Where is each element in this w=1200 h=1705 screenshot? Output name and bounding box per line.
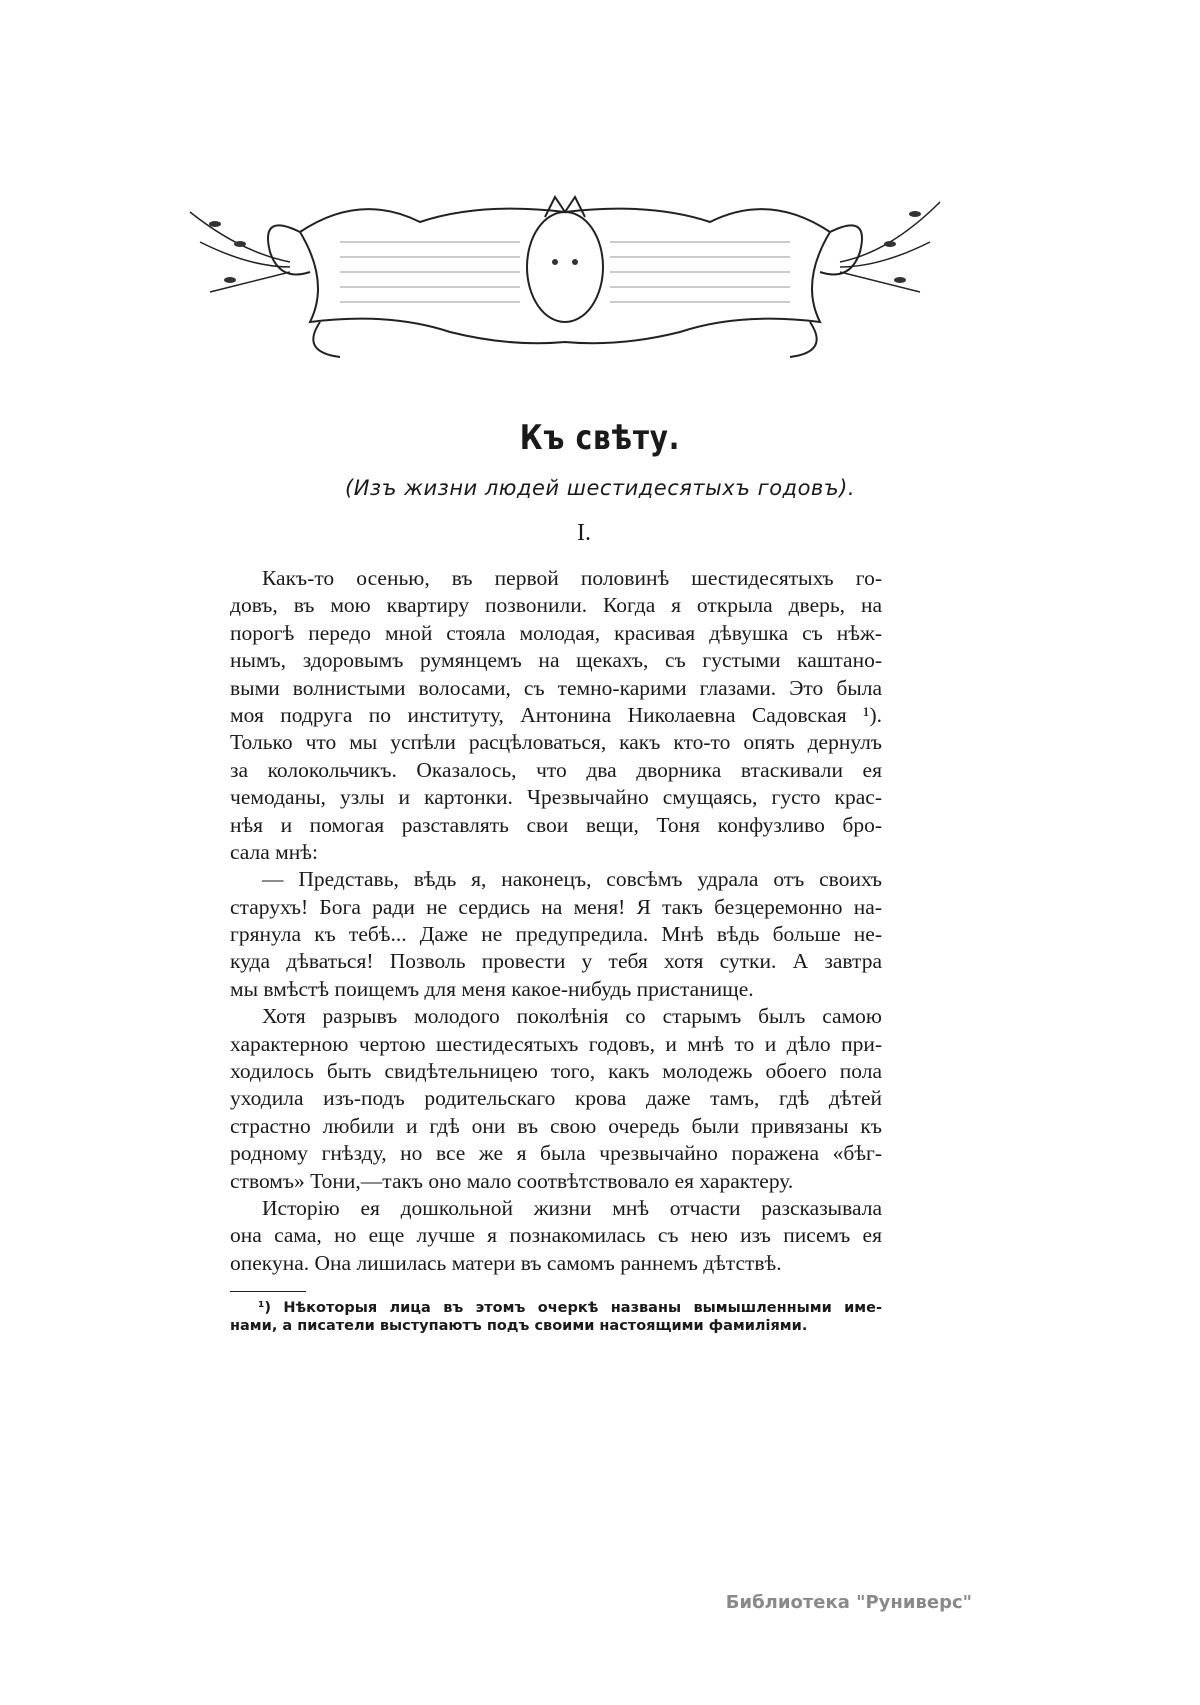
chapter-subtitle: (Изъ жизни людей шестидесятыхъ годовъ). bbox=[345, 476, 855, 500]
text-line: Хотя разрывъ молодого поколѣнія со старымъ былъ самою bbox=[262, 1004, 882, 1029]
text-line: за колокольчикъ. Оказалось, что два дворника втаскивали ея bbox=[230, 757, 882, 782]
text-line: грянула къ тебѣ... Даже не предупредила. Мнѣ вѣдь больше не- bbox=[230, 922, 882, 947]
body-text bbox=[230, 565, 882, 1277]
text-line: моя подруга по институту, Антонина Николаевна Садовская ¹). bbox=[230, 702, 882, 727]
text-line: чемоданы, узлы и картонки. Чрезвычайно смущаясь, густо крас- bbox=[230, 785, 882, 810]
text-line: Какъ-то осенью, въ первой половинѣ шестидесятыхъ го- bbox=[262, 566, 882, 590]
text-line: сала мнѣ: bbox=[230, 839, 318, 864]
text-line: ствомъ» Тони,—такъ оно мало соотвѣтствовало ея характеру. bbox=[230, 1168, 794, 1193]
footnote bbox=[230, 1299, 882, 1335]
text-line: опекуна. Она лишилась матери въ самомъ раннемъ дѣтствѣ. bbox=[230, 1250, 782, 1275]
library-watermark: Библиотека "Руниверс" bbox=[725, 1592, 972, 1613]
text-line: характерною чертою шестидесятыхъ годовъ, и мнѣ то и дѣло при- bbox=[230, 1031, 882, 1056]
text-line: куда дѣваться! Позволь провести у тебя хотя сутки. А завтра bbox=[230, 949, 882, 974]
text-line: старухъ! Бога ради не сердись на меня! Я такъ безцеремонно на- bbox=[230, 894, 882, 919]
text-line: родному гнѣзду, но все же я была чрезвычайно поражена «бѣг- bbox=[230, 1141, 882, 1166]
text-line: Исторію ея дошкольной жизни мнѣ отчасти разсказывала bbox=[262, 1195, 882, 1220]
text-line: — Представь, вѣдь я, наконецъ, совсѣмъ удрала отъ своихъ bbox=[262, 867, 882, 892]
text-line: нымъ, здоровымъ румянцемъ на щекахъ, съ густыми каштано- bbox=[230, 648, 882, 673]
text-line: довъ, въ мою квартиру позвонили. Когда я открыла дверь, на bbox=[230, 593, 882, 618]
text-line: уходила изъ-подъ родительскаго крова даже тамъ, гдѣ дѣтей bbox=[230, 1086, 882, 1111]
decorative-headpiece-ornament bbox=[180, 172, 950, 367]
text-line: она сама, но еще лучше я познакомилась съ нею изъ писемъ ея bbox=[230, 1223, 882, 1248]
text-line: нѣя и помогая разставлять свои вещи, Тоня конфузливо бро- bbox=[230, 812, 882, 837]
footnote-line: ¹) Нѣкоторыя лица въ этомъ очеркѣ названы вымышленными име- bbox=[258, 1300, 882, 1316]
text-line: порогѣ передо мной стояла молодая, красивая дѣвушка съ нѣж- bbox=[230, 620, 882, 645]
text-line: выми волнистыми волосами, съ темно-карими глазами. Это была bbox=[230, 675, 882, 700]
footnote-line: нами, а писатели выступаютъ подъ своими настоящими фамиліями. bbox=[230, 1318, 808, 1334]
section-number: I. bbox=[577, 520, 591, 546]
text-line: ходилось быть свидѣтельницею того, какъ молодежь обоего пола bbox=[230, 1059, 882, 1084]
footnote-divider bbox=[230, 1291, 306, 1292]
text-line: страстно любили и гдѣ они въ свою очередь были привязаны къ bbox=[230, 1113, 882, 1138]
text-line: Только что мы успѣли расцѣловаться, какъ кто-то опять дернулъ bbox=[230, 730, 882, 755]
text-line: мы вмѣстѣ поищемъ для меня какое-нибудь пристанище. bbox=[230, 976, 754, 1001]
chapter-title: Къ свѣту. bbox=[519, 418, 681, 458]
